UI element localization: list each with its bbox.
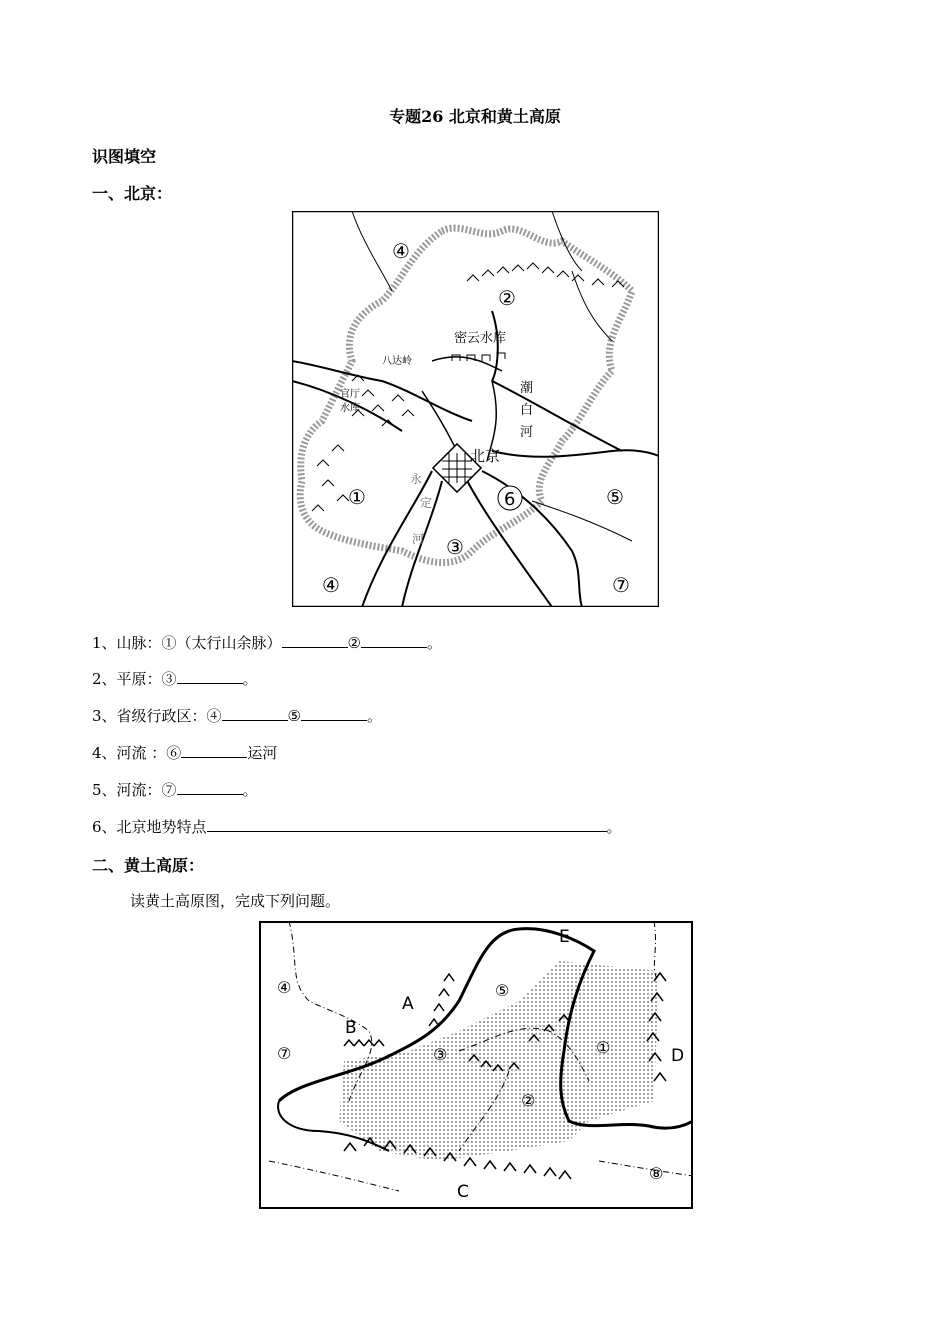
- badaling-label: 八达岭: [382, 356, 412, 367]
- yong-label: 永: [410, 472, 423, 486]
- q5-blank[interactable]: [177, 780, 243, 795]
- loess-plateau-map: [259, 921, 693, 1209]
- q3-prefix: 3、省级行政区：④: [92, 707, 222, 725]
- chao-label: 潮: [520, 381, 534, 396]
- q2-prefix: 2、平原：③: [92, 670, 177, 688]
- circle-4: ④: [277, 978, 292, 997]
- ding-label: 定: [420, 496, 433, 510]
- section-heading: 识图填空: [92, 147, 157, 166]
- q6-end: 。: [606, 818, 622, 836]
- circle-4-top: ④: [392, 239, 410, 263]
- q1-blank-2[interactable]: [361, 633, 427, 648]
- he-label: 河: [520, 425, 534, 440]
- beijing-map: [292, 211, 659, 607]
- circle-5: ⑤: [606, 485, 624, 509]
- circle-1: ①: [348, 485, 366, 509]
- circle-2: ②: [521, 1091, 536, 1110]
- page-title: 专题26 北京和黄土高原: [389, 107, 561, 126]
- q5-prefix: 5、河流：⑦: [92, 781, 177, 799]
- q2-blank[interactable]: [177, 669, 243, 684]
- part2-intro: 读黄土高原图，完成下列问题。: [130, 892, 341, 910]
- question-3: [92, 705, 382, 726]
- q4-blank[interactable]: [181, 743, 247, 758]
- question-4: [92, 742, 277, 763]
- circle-1: ①: [596, 1038, 611, 1057]
- q1-blank-1[interactable]: [282, 633, 348, 648]
- q3-blank-1[interactable]: [222, 706, 288, 721]
- circle-7: ⑦: [277, 1044, 292, 1063]
- q1-end: 。: [427, 634, 443, 652]
- question-2: [92, 668, 258, 689]
- q4-prefix: 4、河流 ：⑥: [92, 744, 182, 762]
- miyun-reservoir-label: 密云水库: [454, 331, 507, 346]
- part2-heading: 二、黄土高原：: [92, 856, 205, 875]
- guanting-label-2: 水库: [340, 403, 360, 414]
- q3-blank-2[interactable]: [301, 706, 367, 721]
- q3-end: 。: [367, 707, 383, 725]
- question-1: [92, 632, 442, 653]
- q1-mid: ②: [347, 634, 361, 652]
- q6-prefix: 6、北京地势特点: [92, 818, 207, 836]
- q4-end: 运河: [247, 744, 278, 762]
- guanting-label-1: 官厅: [340, 389, 360, 400]
- question-6: [92, 816, 622, 837]
- label-A: A: [402, 994, 414, 1014]
- circle-6: 6: [504, 489, 516, 510]
- he2-label: 河: [412, 532, 425, 546]
- q6-blank[interactable]: [207, 817, 607, 832]
- q2-end: 。: [242, 670, 258, 688]
- q5-end: 。: [242, 781, 258, 799]
- label-B: B: [345, 1018, 357, 1038]
- question-5: [92, 779, 258, 800]
- label-D: D: [671, 1046, 685, 1066]
- circle-7: ⑦: [612, 573, 630, 597]
- label-C: C: [457, 1182, 469, 1202]
- label-E: E: [559, 927, 570, 947]
- q3-mid: ⑤: [287, 707, 301, 725]
- circle-2: ②: [498, 286, 516, 310]
- circle-3: ③: [446, 535, 464, 559]
- beijing-label: 北京: [470, 447, 501, 465]
- circle-5: ⑤: [495, 981, 510, 1000]
- part1-heading: 一、北京：: [92, 184, 173, 203]
- circle-3: ③: [433, 1045, 448, 1064]
- bai-label: 白: [520, 403, 534, 418]
- q1-prefix: 1、山脉：①（太行山余脉）: [92, 634, 282, 652]
- circle-4-bottom: ④: [322, 573, 340, 597]
- circle-8: ⑧: [649, 1164, 664, 1183]
